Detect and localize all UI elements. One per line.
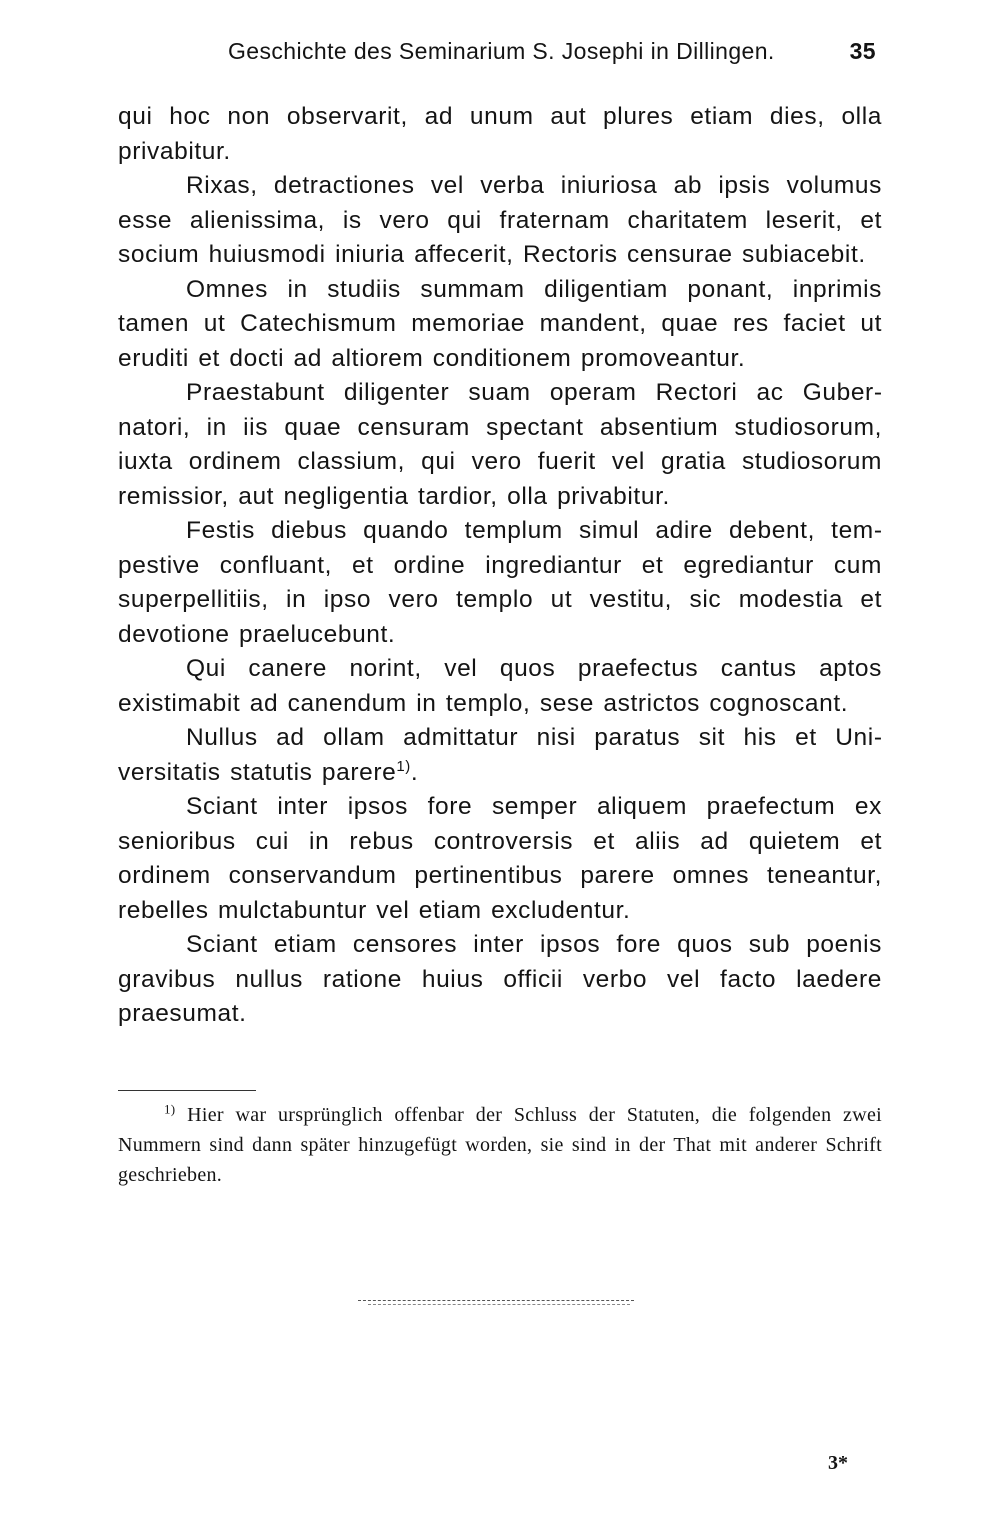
- paragraph-7: [118, 721, 882, 790]
- section-end-rule: [358, 1300, 634, 1306]
- footnote: [118, 1100, 882, 1190]
- running-title: Geschichte des Seminarium S. Josephi in Dillingen.: [228, 38, 775, 64]
- paragraph-4: Praestabunt diligenter suam operam Rectori ac Gubernatori, in iis quae censuram spectant absentium studiosorum, iuxta ordinem classium, qui vero fuerit vel gratia studiosorum remissior, aut negligentia tardior, olla privabitur.: [118, 379, 882, 510]
- footnote-paragraph: [118, 1100, 882, 1190]
- end-rule-line-top: [358, 1300, 634, 1301]
- paragraph-6: Qui canere norint, vel quos praefectus cantus aptos existimabit ad canendum in templo, sese astrictos cognoscant.: [118, 655, 882, 717]
- paragraph-3: Omnes in studiis summam diligentiam ponant, inprimis tamen ut Catechismum memoriae mandent, quae res faciet ut eruditi et docti ad altiorem conditionem promoveantur.: [118, 275, 882, 372]
- paragraph-7-end: .: [410, 758, 419, 786]
- body-text: [118, 100, 882, 1032]
- paragraph-8: Sciant inter ipsos fore semper aliquem praefectum ex senioribus cui in rebus controversis et aliis ad quietem et ordinem conservandum pertinentibus parere omnes teneantur, rebelles mulctabuntur vel etiam excludentur.: [118, 793, 882, 924]
- footnote-marker: 1): [164, 1101, 176, 1117]
- footnote-divider: [118, 1090, 256, 1091]
- paragraph-5: Festis diebus quando templum simul adire debent, tempestive confluant, et ordine ingrediantur et egrediantur cum superpellitiis, in ipso vero templo ut vestitu, sic modestia et devotione praelucebunt.: [118, 517, 882, 648]
- paragraph-7-text: Nullus ad ollam admittatur nisi paratus sit his et Universitatis statutis parere: [118, 724, 882, 786]
- footnote-reference: 1): [396, 757, 411, 775]
- paragraph-2: Rixas, detractiones vel verba iniuriosa ab ipsis volumus esse alienissima, is vero qui fraternam charitatem leserit, et socium huiusmodi iniuria affecerit, Rectoris censurae subiacebit.: [118, 172, 882, 268]
- running-head: [118, 38, 880, 72]
- page-number: 35: [849, 38, 876, 64]
- printer-signature-mark: 3*: [828, 1452, 848, 1474]
- paragraph-9: Sciant etiam censores inter ipsos fore quos sub poenis gravibus nullus ratione huius officii verbo vel facto laedere praesumat.: [118, 931, 882, 1027]
- footnote-text: Hier war ursprünglich offenbar der Schluss der Statuten, die folgenden zwei Nummern sind dann später hinzugefügt worden, sie sind in der That mit anderer Schrift geschrieben.: [118, 1104, 882, 1186]
- end-rule-line-bottom: [368, 1304, 630, 1305]
- paragraph-1: qui hoc non observarit, ad unum aut plures etiam dies, olla privabitur.: [118, 103, 882, 165]
